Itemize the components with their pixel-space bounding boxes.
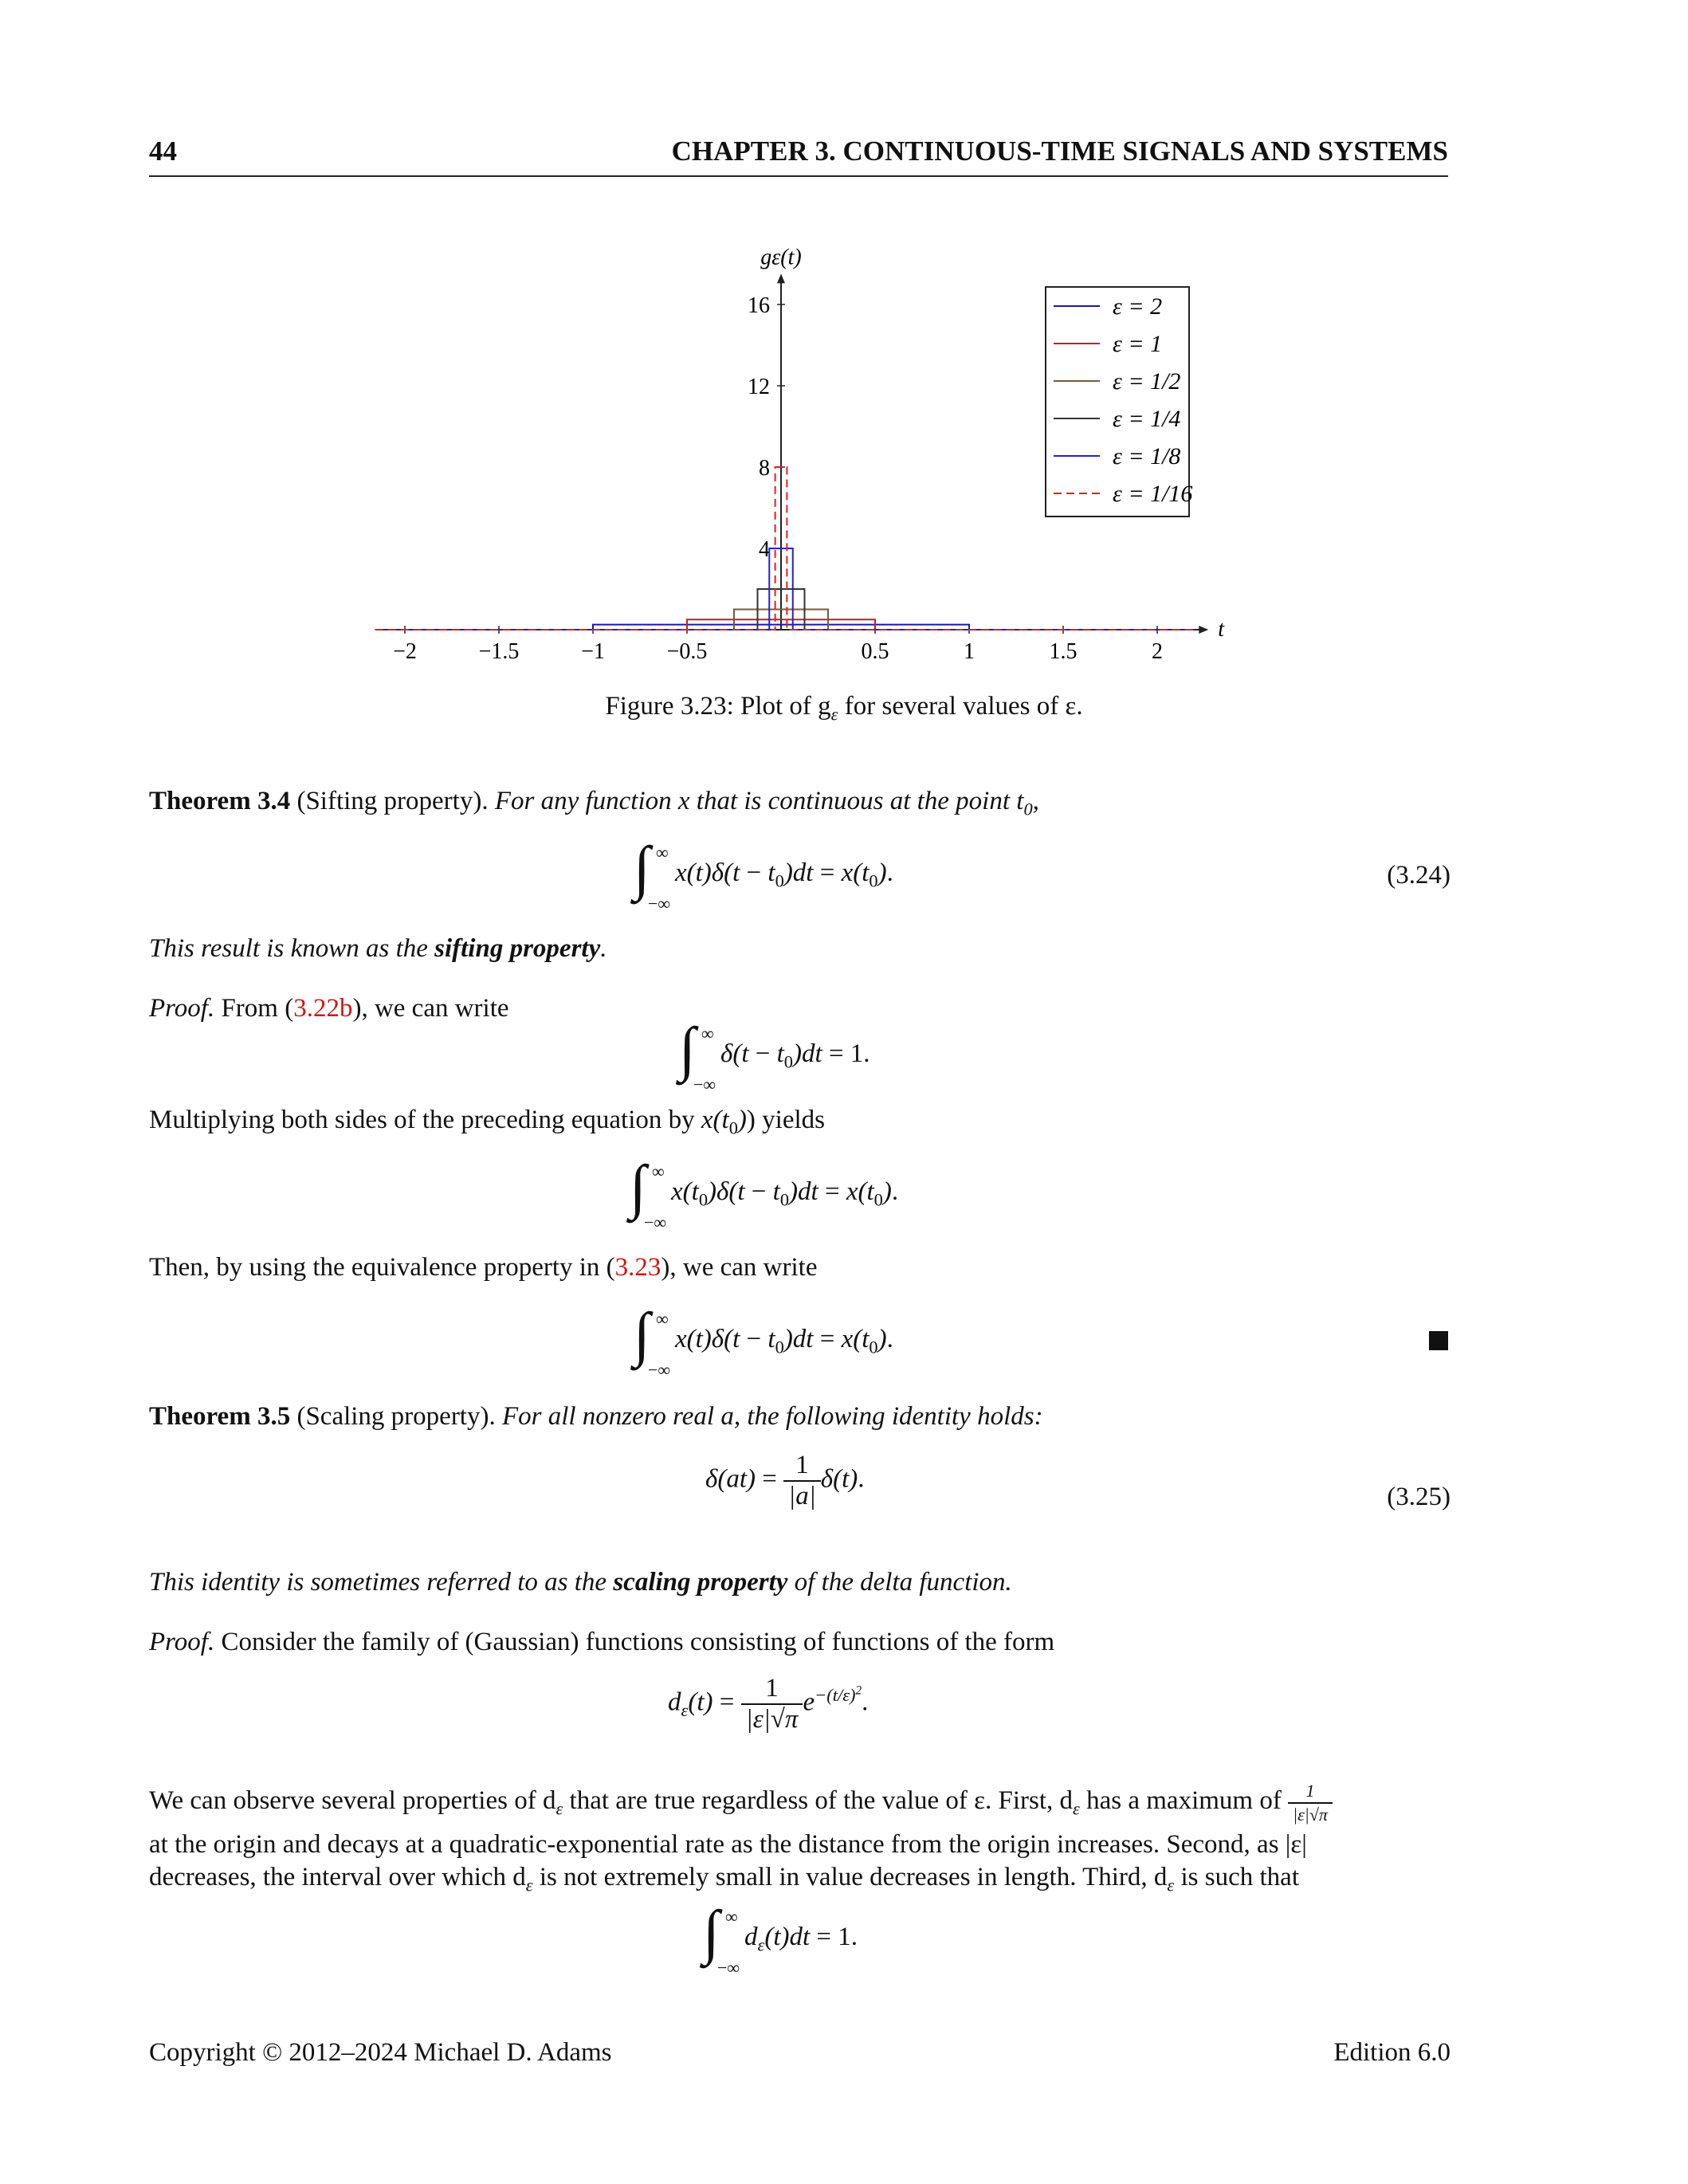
y-tick-label: 4: [759, 537, 770, 562]
theorem-3-4: Theorem 3.4 (Sifting property). For any function x that is continuous at the point $t_0$,: [149, 787, 1039, 819]
legend-label: ε = 1: [1113, 331, 1163, 357]
x-tick-label: −1: [581, 639, 605, 664]
figure-3-23-chart: [319, 231, 1251, 678]
legend-label: ε = 2: [1113, 293, 1163, 320]
x-axis-arrow: [1199, 626, 1208, 634]
equation-3-25: δ(at) = $\frac{1}{|a|}$ δ(t).: [705, 1451, 865, 1510]
footer-copyright: Copyright © 2012–2024 Michael D. Adams: [149, 2038, 612, 2067]
y-axis-label: gε(t): [760, 245, 802, 270]
ref-3-23[interactable]: 3.23: [614, 1253, 661, 1282]
equation-number-3-25: (3.25): [1387, 1483, 1451, 1511]
x-tick-label: 1.5: [1049, 639, 1078, 664]
x-tick-label: 0.5: [861, 639, 889, 664]
proof-1-line-3: Then, by using the equivalence property in (3.23), we can write: [149, 1253, 818, 1282]
sifting-note: This result is known as the sifting property.: [149, 934, 607, 963]
equation-gaussian: $d_\varepsilon(t)$ = $\frac{1}{|\varepsilon|√\pi}$ $e^{-(t/\varepsilon)^2}$.: [668, 1674, 869, 1734]
equation-number-3-24: (3.24): [1387, 861, 1451, 890]
legend-label: ε = 1/4: [1113, 406, 1181, 432]
x-axis-label: t: [1218, 617, 1225, 642]
page-header: [149, 136, 1448, 177]
equation-gaussian-integral: ∫ ∞ −∞ $d_\varepsilon(t)dt = 1$.: [703, 1899, 858, 1978]
x-tick-label: −2: [393, 639, 417, 664]
proof-1-line-2: Multiplying both sides of the preceding equation by $x(t_0)$) yields: [149, 1106, 825, 1138]
proof-1-line-1: Proof. From (3.22b), we can write: [149, 994, 509, 1023]
y-tick-label: 16: [748, 293, 770, 318]
proof-2-intro: Proof. Consider the family of (Gaussian) functions consisting of functions of the form: [149, 1628, 1055, 1656]
x-tick-label: 1: [964, 639, 975, 664]
equation-multiplied: ∫ ∞ −∞ $x(t_0)\delta(t - t_0)dt = x(t_0)$.: [630, 1153, 899, 1232]
figure-caption: Figure 3.23: Plot of $g_\varepsilon$ for several values of ε.: [605, 692, 1083, 725]
footer-edition: Edition 6.0: [1333, 2038, 1451, 2067]
equation-delta-integral: ∫ ∞ −∞ $\delta(t - t_0)dt = 1$.: [679, 1015, 870, 1094]
legend-label: ε = 1/2: [1113, 368, 1181, 395]
qed-square-icon: [1429, 1331, 1448, 1350]
theorem-3-5: Theorem 3.5 (Scaling property). For all nonzero real a, the following identity holds:: [149, 1402, 1043, 1431]
legend-label: ε = 1/16: [1113, 481, 1193, 507]
x-tick-label: −1.5: [478, 639, 520, 664]
y-tick-label: 12: [748, 375, 770, 399]
page-number: 44: [149, 136, 177, 167]
x-tick-label: −0.5: [666, 639, 708, 664]
x-tick-label: 2: [1152, 639, 1163, 664]
equation-sifting-result: ∫ ∞ −∞ $x(t)\delta(t - t_0)dt = x(t_0)$.: [634, 1301, 893, 1380]
y-tick-label: 8: [759, 456, 770, 481]
chapter-title: CHAPTER 3. CONTINUOUS-TIME SIGNALS AND SYSTEMS: [671, 136, 1448, 167]
equation-3-24: ∫ ∞ −∞ $x(t)\delta(t - t_0)dt = x(t_0)$.: [634, 835, 893, 913]
y-axis-arrow: [777, 273, 785, 283]
scaling-note: This identity is sometimes referred to as the scaling property of the delta function.: [149, 1568, 1012, 1597]
legend-label: ε = 1/8: [1113, 443, 1181, 469]
proof-2-paragraph: We can observe several properties of $d_\varepsilon$ that are true regardless of the value of ε. First, $d_\varepsilon$ has a maximum of $\frac{1}{|\varepsilon|√\pi}$ at the origin and decays at a quadratic-exponential rate as the distance from the origin increases. Second, as |ε| decreases, the interval over which $d_\varepsilon$ is not extremely small in value decreases in length. Third, $d_\varepsilon$ is such that: [149, 1780, 1456, 1897]
ref-3-22b[interactable]: 3.22b: [293, 994, 353, 1023]
